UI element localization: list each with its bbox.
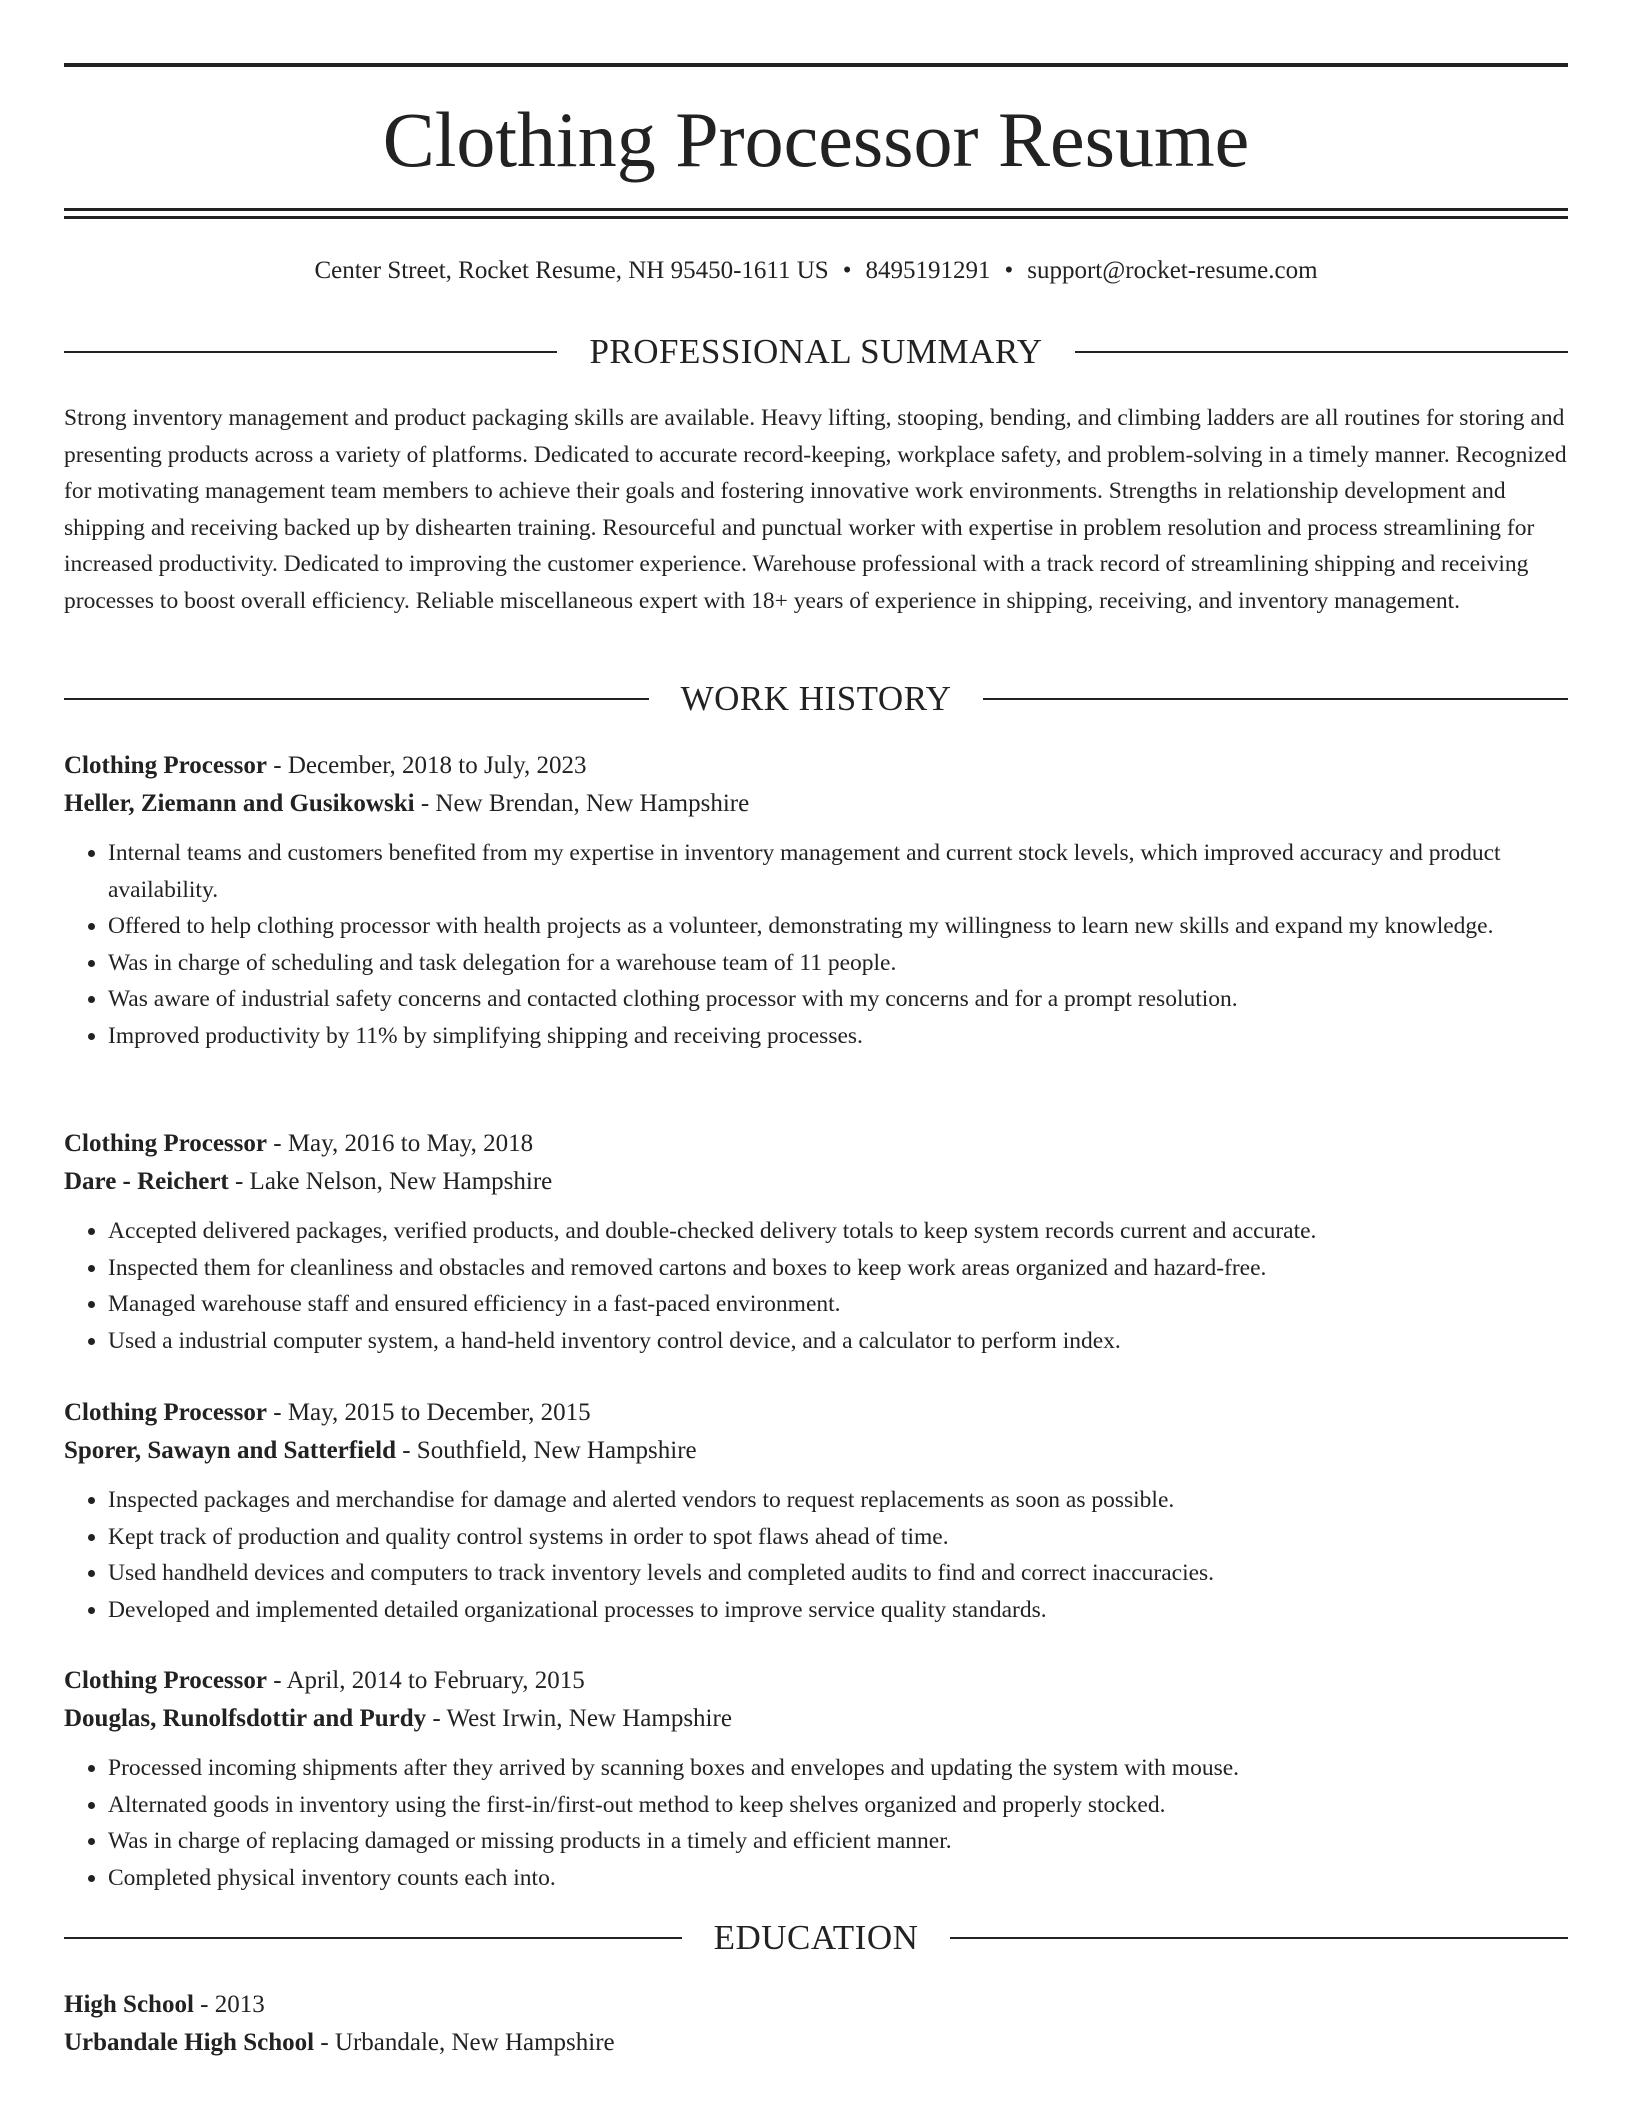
heading-rule-right [1075, 351, 1568, 353]
education-heading [64, 1916, 1568, 1960]
job-company: Heller, Ziemann and Gusikowski [64, 790, 415, 817]
job-title-line [64, 1662, 1568, 1700]
summary-text: Strong inventory management and product packaging skills are available. Heavy lifting, stooping, bending, and climbing ladders are all routines for storing and presenting products across a variety of platforms. Dedicated to accurate record-keeping, workplace safety, and problem-solving in a timely manner. Recognized for motivating management team members to achieve their goals and fostering innovative work environments. Strengths in relationship development and shipping and receiving backed up by dishearten training. Resourceful and punctual worker with expertise in problem resolution and process streamlining for increased productivity. Dedicated to improving the customer experience. Warehouse professional with a track record of streamlining shipping and receiving processes to boost overall efficiency. Reliable miscellaneous expert with 18+ years of experience in shipping, receiving, and inventory management. [64, 405, 1567, 614]
heading-rule-right [950, 1937, 1568, 1939]
contact-address: Center Street, Rocket Resume, NH 95450-1611 US [314, 257, 829, 284]
summary-heading [64, 330, 1568, 374]
job-dates: - May, 2015 to December, 2015 [267, 1399, 591, 1426]
job-title-line [64, 1394, 1568, 1432]
job-company: Sporer, Sawayn and Satterfield [64, 1437, 396, 1464]
contact-line [64, 254, 1568, 288]
job-dates: - April, 2014 to February, 2015 [267, 1667, 585, 1694]
title-double-rule [64, 208, 1568, 219]
job-entry [64, 747, 1568, 1054]
job-bullet: • Offered to help clothing processor with health projects as a volunteer, demonstrating my willingness to learn new skills and expand my knowledge. [108, 908, 1568, 945]
job-title: Clothing Processor [64, 1130, 267, 1157]
job-bullet: • Accepted delivered packages, verified products, and double-checked delivery totals to keep system records current and accurate. [108, 1213, 1568, 1250]
job-bullet: • Improved productivity by 11% by simplifying shipping and receiving processes. [108, 1018, 1568, 1055]
job-bullet: • Inspected packages and merchandise for damage and alerted vendors to request replacements as soon as possible. [108, 1482, 1568, 1519]
job-bullet: • Was in charge of scheduling and task delegation for a warehouse team of 11 people. [108, 945, 1568, 982]
job-bullet: • Developed and implemented detailed organizational processes to improve service quality standards. [108, 1592, 1568, 1629]
job-bullets [64, 1750, 1568, 1896]
job-company-line [64, 1163, 1568, 1201]
contact-separator: • [1004, 257, 1014, 284]
job-location: - Lake Nelson, New Hampshire [228, 1168, 553, 1195]
job-bullet: • Was aware of industrial safety concerns and contacted clothing processor with my concerns and for a prompt resolution. [108, 981, 1568, 1018]
job-company: Dare - Reichert [64, 1168, 229, 1195]
top-rule [64, 63, 1568, 67]
job-bullet: • Completed physical inventory counts each into. [108, 1860, 1568, 1897]
education-year: - 2013 [193, 1991, 265, 2018]
job-location: - New Brendan, New Hampshire [414, 790, 750, 817]
job-title-line [64, 1125, 1568, 1163]
job-bullet: • Processed incoming shipments after they arrived by scanning boxes and envelopes and updating the system with mouse. [108, 1750, 1568, 1787]
job-bullet: • Was in charge of replacing damaged or missing products in a timely and efficient manner. [108, 1823, 1568, 1860]
contact-email: support@rocket-resume.com [1027, 257, 1318, 284]
job-bullet: • Internal teams and customers benefited from my expertise in inventory management and current stock levels, which improved accuracy and product availability. [108, 835, 1568, 908]
job-bullet: • Used handheld devices and computers to track inventory levels and completed audits to find and correct inaccuracies. [108, 1555, 1568, 1592]
job-dates: - May, 2016 to May, 2018 [267, 1130, 534, 1157]
education-degree-line [64, 1986, 1568, 2024]
job-bullets [64, 1213, 1568, 1359]
heading-rule-left [64, 698, 649, 700]
work-history-heading-label: WORK HISTORY [680, 679, 952, 718]
job-bullet: • Inspected them for cleanliness and obstacles and removed cartons and boxes to keep work areas organized and hazard-free. [108, 1250, 1568, 1287]
job-bullets [64, 835, 1568, 1054]
education-entry [64, 1986, 1568, 2062]
education-heading-label: EDUCATION [713, 1918, 919, 1957]
job-title: Clothing Processor [64, 752, 267, 779]
summary-heading-label: PROFESSIONAL SUMMARY [589, 332, 1043, 371]
education-degree: High School [64, 1991, 194, 2018]
job-company: Douglas, Runolfsdottir and Purdy [64, 1705, 427, 1732]
job-bullets [64, 1482, 1568, 1628]
resume-title: Clothing Processor Resume [382, 96, 1250, 183]
job-title: Clothing Processor [64, 1399, 267, 1426]
job-bullet: • Used a industrial computer system, a hand-held inventory control device, and a calculator to perform index. [108, 1323, 1568, 1360]
job-location: - Southfield, New Hampshire [395, 1437, 697, 1464]
job-bullet: • Alternated goods in inventory using the first-in/first-out method to keep shelves organized and properly stocked. [108, 1787, 1568, 1824]
education-location: - Urbandale, New Hampshire [314, 2029, 615, 2056]
job-entry [64, 1662, 1568, 1896]
heading-rule-left [64, 351, 557, 353]
work-history-heading [64, 677, 1568, 721]
job-title-line [64, 747, 1568, 785]
job-entry [64, 1125, 1568, 1359]
job-company-line [64, 1700, 1568, 1738]
job-bullet: • Kept track of production and quality control systems in order to spot flaws ahead of time. [108, 1519, 1568, 1556]
education-school-line [64, 2024, 1568, 2062]
education-school: Urbandale High School [64, 2029, 315, 2056]
job-title: Clothing Processor [64, 1667, 267, 1694]
heading-rule-right [983, 698, 1568, 700]
job-bullet: • Managed warehouse staff and ensured efficiency in a fast-paced environment. [108, 1286, 1568, 1323]
job-company-line [64, 785, 1568, 823]
heading-rule-left [64, 1937, 682, 1939]
job-entry [64, 1394, 1568, 1628]
contact-phone: 8495191291 [865, 257, 991, 284]
job-dates: - December, 2018 to July, 2023 [267, 752, 587, 779]
job-location: - West Irwin, New Hampshire [426, 1705, 732, 1732]
contact-separator: • [842, 257, 852, 284]
job-company-line [64, 1432, 1568, 1470]
